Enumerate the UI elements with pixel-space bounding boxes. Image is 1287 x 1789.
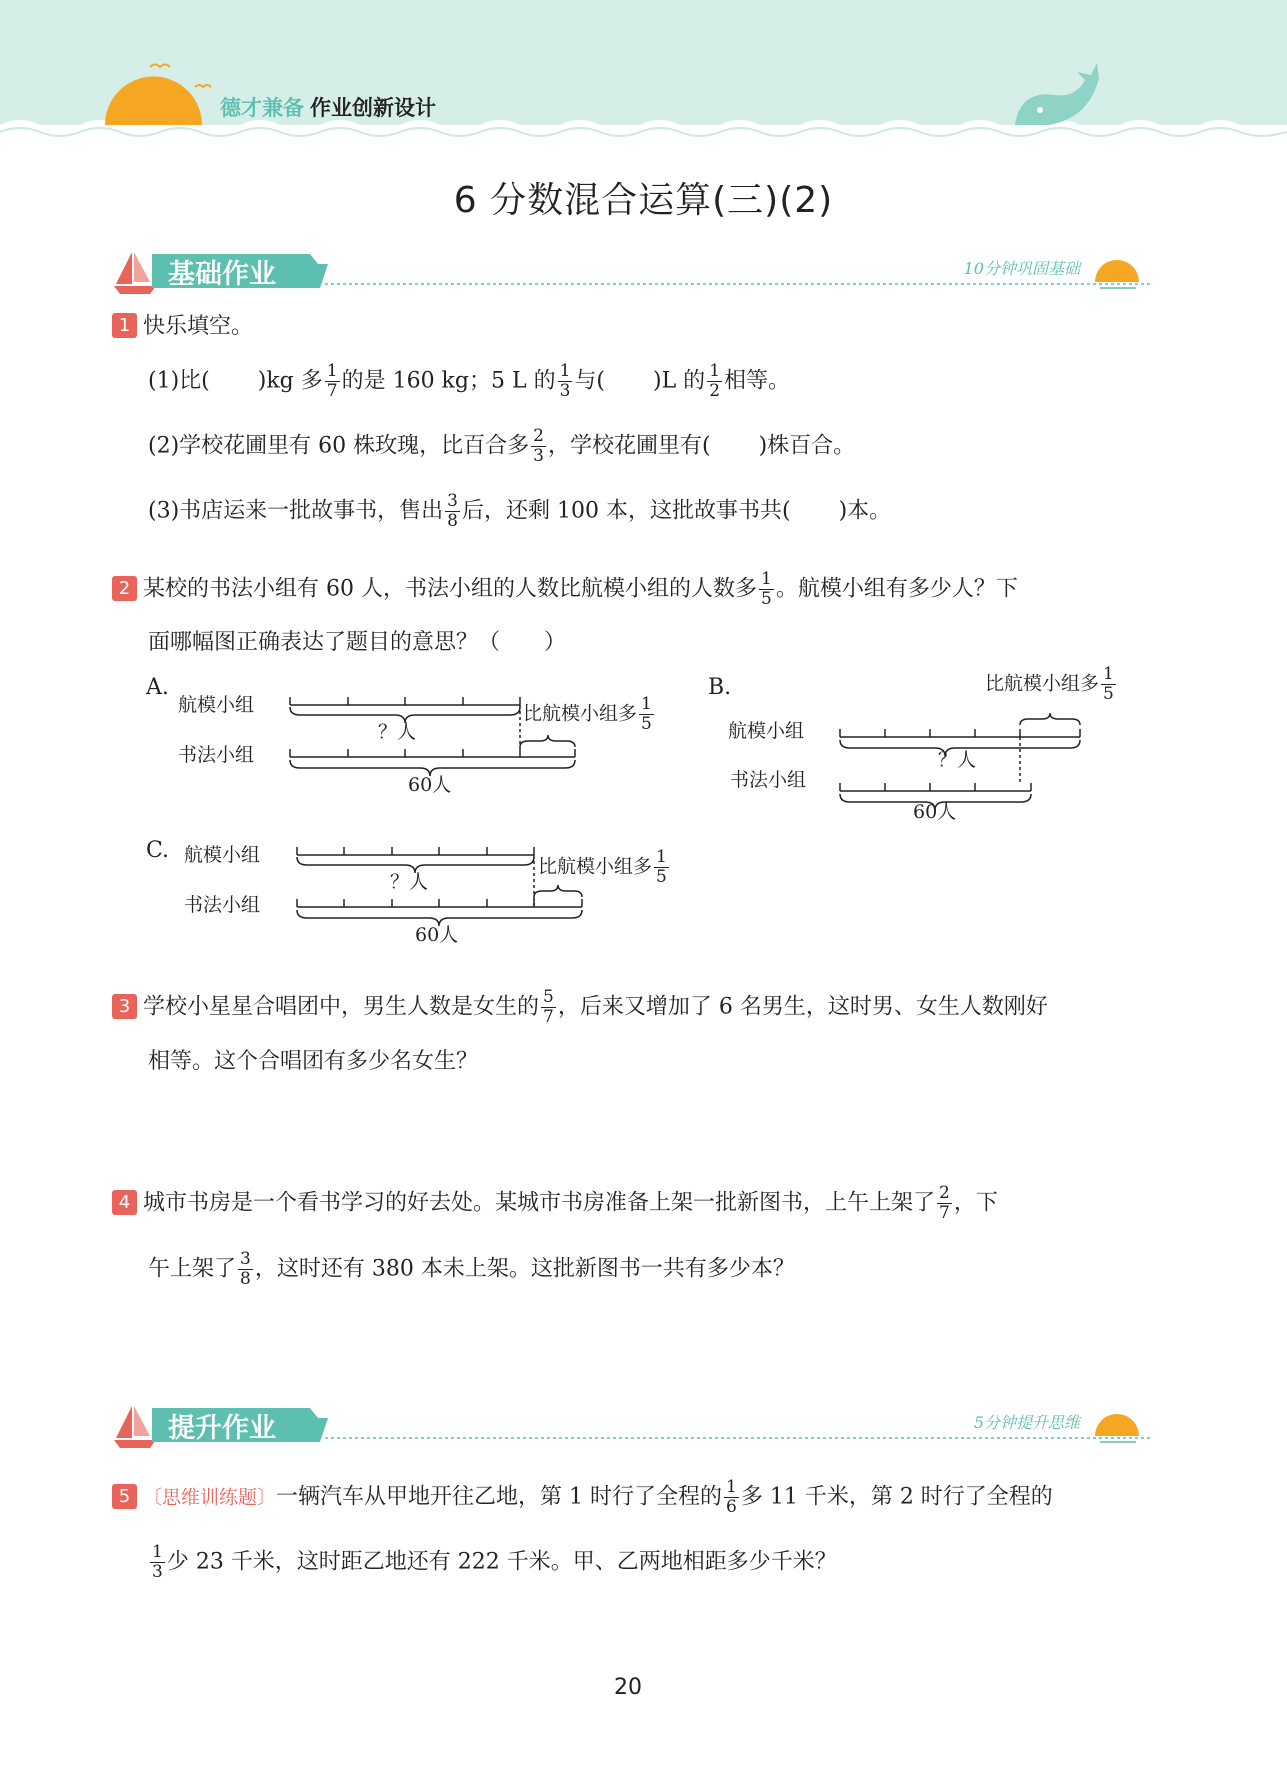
question-label: ？人 (938, 749, 977, 771)
question-1-part-1: (1)比( )kg 多 $\frac{1}{7}$ 的是 160 kg；5 L 的 $\frac{1}{3}$ 与( )L 的 $\frac{1}{2}$ 相等。 (148, 361, 791, 401)
sun-icon (1095, 1414, 1139, 1436)
hangmo-label: 航模小组 (184, 844, 261, 866)
question-5-line-1: 5 〔思维训练题〕一辆汽车从甲地开往乙地，第 1 时行了全程的 $\frac{1}{6}$ 多 11 千米，第 2 时行了全程的 (112, 1478, 1053, 1517)
question-2-line-1: 2 某校的书法小组有 60 人，书法小组的人数比航模小组的人数多 $\frac{1}{5}$ 。航模小组有多少人？下 (112, 570, 1018, 609)
section-subtitle: 10分钟巩固基础 (963, 259, 1080, 278)
shufa-label: 书法小组 (184, 894, 261, 916)
more-label: 比航模小组多 $\frac{1}{5}$ (985, 664, 1114, 704)
section-subtitle: 5分钟提升思维 (973, 1413, 1080, 1432)
more-label: 比航模小组多 $\frac{1}{5}$ (538, 847, 667, 887)
shufa-label: 书法小组 (178, 744, 255, 766)
option-b-label: B. (708, 675, 732, 700)
brand: 德才兼备 作业创新设计 (220, 96, 436, 120)
section-basic-header (110, 246, 1150, 296)
option-a-label: A. (146, 675, 169, 700)
question-5-line-2: $\frac{1}{3}$ 少 23 千米，这时距乙地还有 222 千米。甲、乙两地相距多少千米？ (152, 1542, 837, 1582)
boat-icon (114, 1406, 156, 1448)
section-title: 提升作业 (168, 1413, 276, 1444)
question-3-line-2: 相等。这个合唱团有多少名女生？ (148, 1049, 479, 1074)
header-decoration (0, 0, 1287, 150)
section-title: 基础作业 (168, 259, 276, 290)
page-number: 20 (614, 1675, 642, 1700)
question-label: ？人 (390, 871, 429, 893)
page-title: 6 分数混合运算(三)(2) (453, 180, 834, 221)
question-1-part-3: (3)书店运来一批故事书，售出 $\frac{3}{8}$ 后，还剩 100 本，这批故事书共( )本。 (148, 491, 892, 531)
question-4-line-2: 午上架了 $\frac{3}{8}$ ，这时还有 380 本未上架。这批新图书一共有多少本？ (148, 1249, 795, 1289)
sun-icon (1095, 260, 1139, 282)
total-label: 60人 (415, 924, 459, 946)
question-2-line-2: 面哪幅图正确表达了题目的意思？（ ） (148, 630, 567, 655)
shufa-label: 书法小组 (730, 769, 807, 791)
option-c-label: C. (146, 838, 170, 863)
more-label: 比航模小组多 $\frac{1}{5}$ (523, 694, 652, 734)
question-4-line-1: 4 城市书房是一个看书学习的好去处。某城市书房准备上架一批新图书，上午上架了 $\frac{2}{7}$ ，下 (112, 1184, 998, 1223)
section-advanced-header (110, 1400, 1150, 1450)
boat-icon (114, 252, 156, 294)
question-1-part-2: (2)学校花圃里有 60 株玫瑰，比百合多 $\frac{2}{3}$ ，学校花圃里有( )株百合。 (148, 426, 856, 466)
page-header (0, 0, 1287, 150)
question-1-title: 1 快乐填空。 (112, 313, 253, 339)
question-3-line-1: 3 学校小星星合唱团中，男生人数是女生的 $\frac{5}{7}$ ，后来又增加了 6 名男生，这时男、女生人数刚好 (112, 988, 1048, 1027)
hangmo-label: 航模小组 (728, 720, 805, 742)
question-label: ？人 (378, 721, 417, 743)
total-label: 60人 (408, 774, 452, 796)
hangmo-label: 航模小组 (178, 694, 255, 716)
total-label: 60人 (913, 801, 957, 823)
